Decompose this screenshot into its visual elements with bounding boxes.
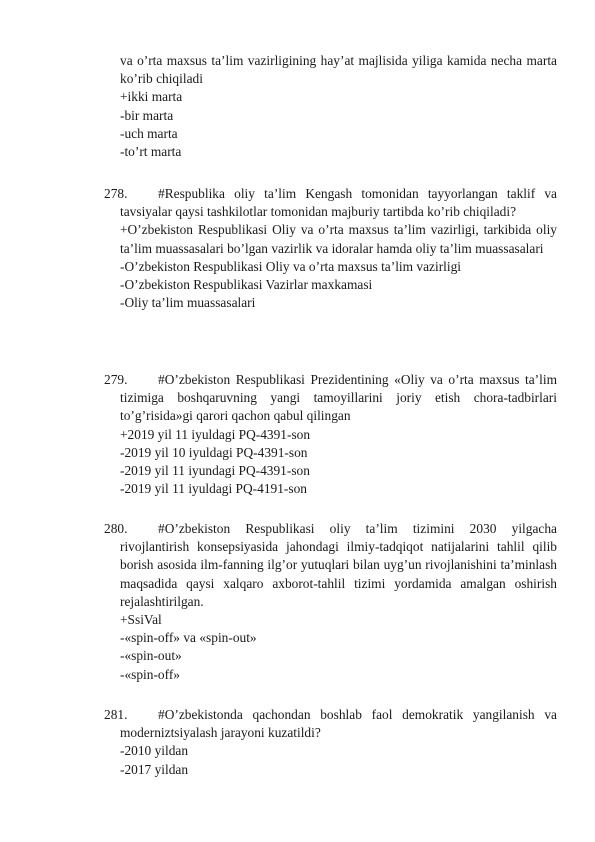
question-number: 280. (104, 521, 128, 536)
question-278 (120, 185, 557, 312)
question-number: 279. (104, 372, 128, 387)
question-fragment (120, 52, 557, 161)
answer-option: +ikki marta (120, 89, 183, 105)
answer-option: -bir marta (120, 107, 174, 123)
answer-option: +SsiVal (120, 612, 162, 628)
answer-option: -«spin-off» va «spin-out» (120, 630, 257, 646)
answer-option: -2017 yildan (120, 761, 189, 777)
question-number: 278. (104, 186, 128, 201)
answer-option: -2010 yildan (120, 743, 189, 759)
answer-option: -O’zbekiston Respublikasi Vazirlar maxkamasi (120, 277, 373, 293)
answer-option: -2019 yil 10 iyuldagi PQ-4391-son (120, 444, 308, 460)
answer-option: -«spin-out» (120, 648, 182, 664)
question-280 (120, 520, 557, 684)
answer-option: +O’zbekiston Respublikasi Oliy va o’rta maxsus ta’lim vazirligi, tarkibida oliy ta’lim muassasalari bo’lgan vazirlik va idoralar hamda oliy ta’lim muassasalari (120, 222, 557, 256)
question-number: 281. (104, 707, 128, 722)
question-text: va o’rta maxsus ta’lim vazirligining hay’at majlisida yiliga kamida necha marta ko’rib chiqiladi (120, 53, 557, 87)
question-text: #O’zbekiston Respublikasi Prezidentining «Oliy va o’rta maxsus ta’lim tizimiga boshqaruvning yangi tamoyillarini joriy etish chora-tadbirlari to’g’risida»gi qarori qachon qabul qilingan (120, 372, 557, 424)
answer-option: -to’rt marta (120, 144, 182, 160)
question-text: #O’zbekiston Respublikasi oliy ta’lim tizimini 2030 yilgacha rivojlantirish konsepsiyasida jahondagi ilmiy-tadqiqot natijalarini tahlil qilib borish asosida ilm-fanning ilg’or yutuqlari bilan uyg’un rivojlanishini ta’minlash maqsadida qaysi xalqaro axborot-tahlil tizimi yordamida amalgan oshirish rejalashtirilgan. (120, 521, 557, 609)
answer-option: -O’zbekiston Respublikasi Oliy va o’rta maxsus ta’lim vazirligi (120, 258, 462, 274)
answer-option: -Oliy ta’lim muassasalari (120, 295, 256, 311)
answer-option: -uch marta (120, 125, 178, 141)
question-text: #Respublika oliy ta’lim Kengash tomonidan tayyorlangan taklif va tavsiyalar qaysi tashkilotlar tomonidan majburiy tartibda ko’rib chiqiladi? (120, 186, 557, 220)
answer-option: +2019 yil 11 iyuldagi PQ-4391-son (120, 426, 311, 442)
answer-option: -«spin-off» (120, 666, 181, 682)
question-281 (120, 706, 557, 779)
answer-option: -2019 yil 11 iyuldagi PQ-4191-son (120, 481, 307, 497)
answer-option: -2019 yil 11 iyundagi PQ-4391-son (120, 463, 310, 479)
question-text: #O’zbekistonda qachondan boshlab faol demokratik yangilanish va moderniztsiyalash jarayoni kuzatildi? (120, 707, 557, 741)
question-279 (120, 371, 557, 498)
